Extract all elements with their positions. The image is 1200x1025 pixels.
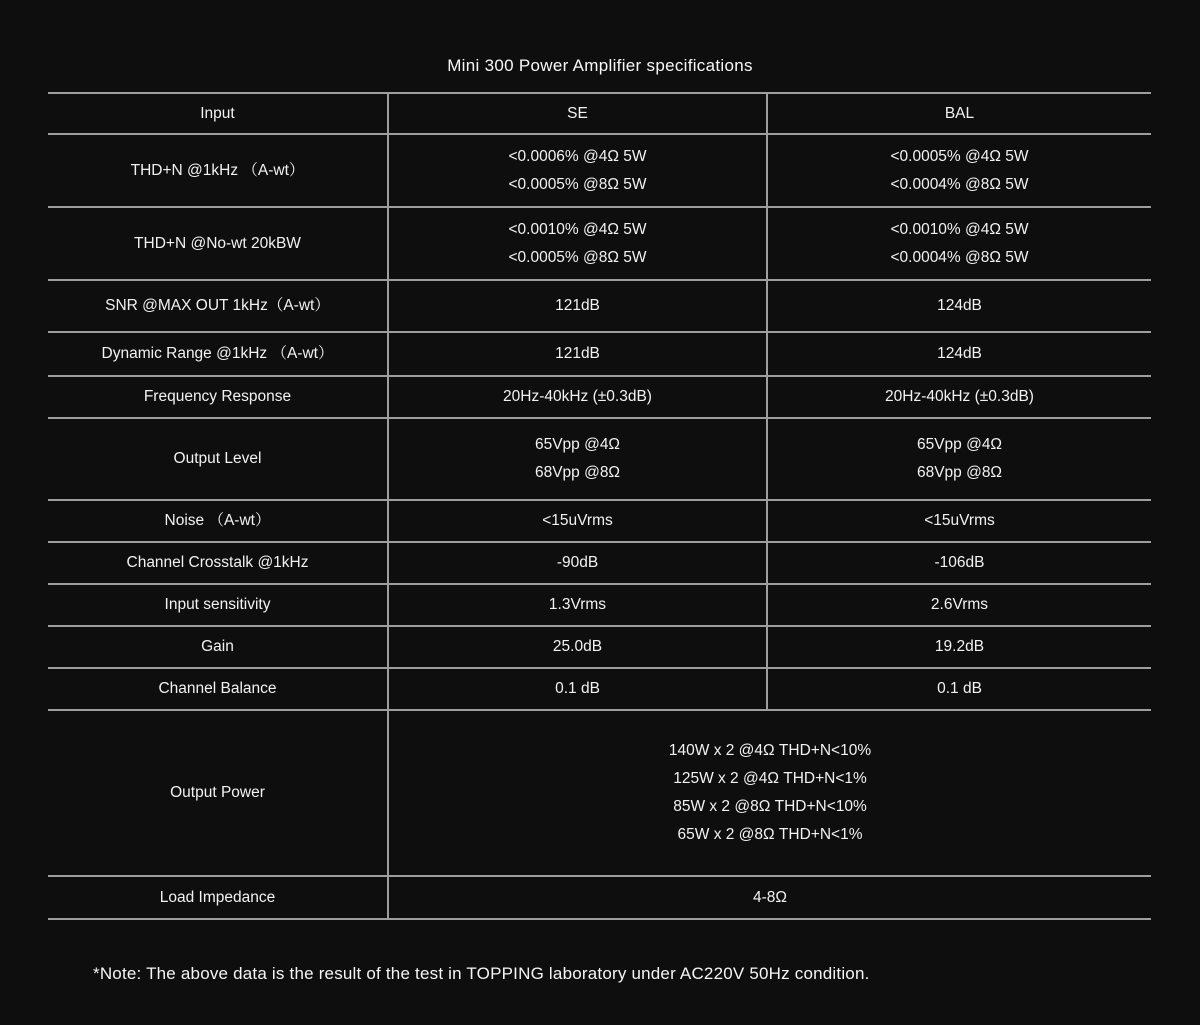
row-value-bal <box>767 332 1151 376</box>
row-label <box>48 668 388 710</box>
row-value-se <box>388 332 767 376</box>
value-line: -90dB <box>556 554 599 571</box>
row-label <box>48 710 388 876</box>
table-header-row <box>48 93 1151 134</box>
value-line: <0.0010% @4Ω 5W <box>890 220 1029 238</box>
value-line: 140W x 2 @4Ω THD+N<10% <box>668 742 872 759</box>
value-line: 124dB <box>937 297 982 314</box>
value-line: 2.6Vrms <box>930 596 989 613</box>
value-line: Output Power <box>170 784 265 801</box>
value-line: <15uVrms <box>924 512 995 529</box>
value-line: Channel Crosstalk @1kHz <box>126 554 309 571</box>
value-line: 68Vpp @8Ω <box>916 464 1003 481</box>
value-line: <0.0006% @4Ω 5W <box>508 147 647 165</box>
column-header-se: SE <box>388 93 767 134</box>
row-value-bal <box>767 626 1151 668</box>
row-value-merged <box>388 710 1151 876</box>
row-value-bal <box>767 280 1151 332</box>
value-line: <0.0005% @4Ω 5W <box>890 147 1029 165</box>
value-line: Load Impedance <box>159 888 276 906</box>
value-line: -106dB <box>934 554 985 571</box>
value-line: THD+N @No-wt 20kBW <box>134 234 301 252</box>
row-value-se <box>388 207 767 280</box>
page-title: Mini 300 Power Amplifier specifications <box>447 56 753 75</box>
row-value-bal <box>767 542 1151 584</box>
table-row <box>48 668 1151 710</box>
value-line: 125W x 2 @4Ω THD+N<1% <box>673 770 867 787</box>
table-row <box>48 584 1151 626</box>
table-row <box>48 134 1151 207</box>
row-value-bal <box>767 376 1151 418</box>
row-value-bal <box>767 584 1151 626</box>
value-line: 85W x 2 @8Ω THD+N<10% <box>673 798 867 815</box>
row-label <box>48 207 388 280</box>
value-line: Output Level <box>173 450 262 467</box>
value-line: <0.0004% @8Ω 5W <box>890 248 1029 266</box>
row-value-bal <box>767 134 1151 207</box>
row-label <box>48 134 388 207</box>
row-value-bal <box>767 418 1151 500</box>
row-value-se <box>388 134 767 207</box>
value-line: 0.1 dB <box>937 680 982 697</box>
value-line: 121dB <box>555 345 600 362</box>
value-line: Frequency Response <box>143 388 292 405</box>
footnote: *Note: The above data is the result of the test in TOPPING laboratory under AC220V 50Hz condition. <box>93 964 870 983</box>
value-line: 124dB <box>937 345 982 362</box>
row-value-se <box>388 376 767 418</box>
value-line: 0.1 dB <box>555 680 600 697</box>
table-row <box>48 418 1151 500</box>
value-line: 1.3Vrms <box>548 596 607 613</box>
table-row <box>48 626 1151 668</box>
row-label <box>48 500 388 542</box>
row-value-se <box>388 280 767 332</box>
specifications-table <box>48 92 1151 920</box>
value-line: 65Vpp @4Ω <box>916 436 1003 453</box>
value-line: SNR @MAX OUT 1kHz（A-wt） <box>105 297 330 314</box>
value-line: Channel Balance <box>158 680 277 697</box>
value-line: 65Vpp @4Ω <box>534 436 621 453</box>
row-label <box>48 542 388 584</box>
table-row <box>48 876 1151 919</box>
value-line: <15uVrms <box>542 512 613 529</box>
row-label <box>48 376 388 418</box>
row-value-se <box>388 626 767 668</box>
value-line: 68Vpp @8Ω <box>534 464 621 481</box>
table-row <box>48 207 1151 280</box>
row-label <box>48 626 388 668</box>
table-row <box>48 376 1151 418</box>
column-header-input: Input <box>48 93 388 134</box>
table-row <box>48 500 1151 542</box>
value-line: 25.0dB <box>552 638 603 655</box>
value-line: <0.0010% @4Ω 5W <box>508 220 647 238</box>
value-line: <0.0005% @8Ω 5W <box>508 248 647 266</box>
value-line: Noise （A-wt） <box>164 512 271 529</box>
row-value-se <box>388 668 767 710</box>
row-value-merged <box>388 876 1151 919</box>
row-value-se <box>388 584 767 626</box>
value-line: 20Hz-40kHz (±0.3dB) <box>503 388 652 405</box>
value-line: 4-8Ω <box>753 888 787 906</box>
row-label <box>48 280 388 332</box>
value-line: <0.0004% @8Ω 5W <box>890 175 1029 193</box>
row-value-se <box>388 500 767 542</box>
table-row <box>48 542 1151 584</box>
value-line: 19.2dB <box>934 638 985 655</box>
row-label <box>48 332 388 376</box>
value-line: Gain <box>201 638 234 655</box>
row-label <box>48 584 388 626</box>
row-value-bal <box>767 500 1151 542</box>
value-line: THD+N @1kHz （A-wt） <box>130 161 305 179</box>
table-row <box>48 332 1151 376</box>
value-line: <0.0005% @8Ω 5W <box>508 175 647 193</box>
row-label <box>48 418 388 500</box>
row-value-bal <box>767 207 1151 280</box>
value-line: 121dB <box>555 297 600 314</box>
table-row <box>48 280 1151 332</box>
value-line: 65W x 2 @8Ω THD+N<1% <box>677 826 863 843</box>
row-value-se <box>388 418 767 500</box>
row-value-se <box>388 542 767 584</box>
value-line: 20Hz-40kHz (±0.3dB) <box>885 388 1034 405</box>
table-row <box>48 710 1151 876</box>
row-label <box>48 876 388 919</box>
row-value-bal <box>767 668 1151 710</box>
column-header-bal: BAL <box>767 93 1151 134</box>
value-line: Input sensitivity <box>164 596 271 613</box>
value-line: Dynamic Range @1kHz （A-wt） <box>101 345 334 362</box>
